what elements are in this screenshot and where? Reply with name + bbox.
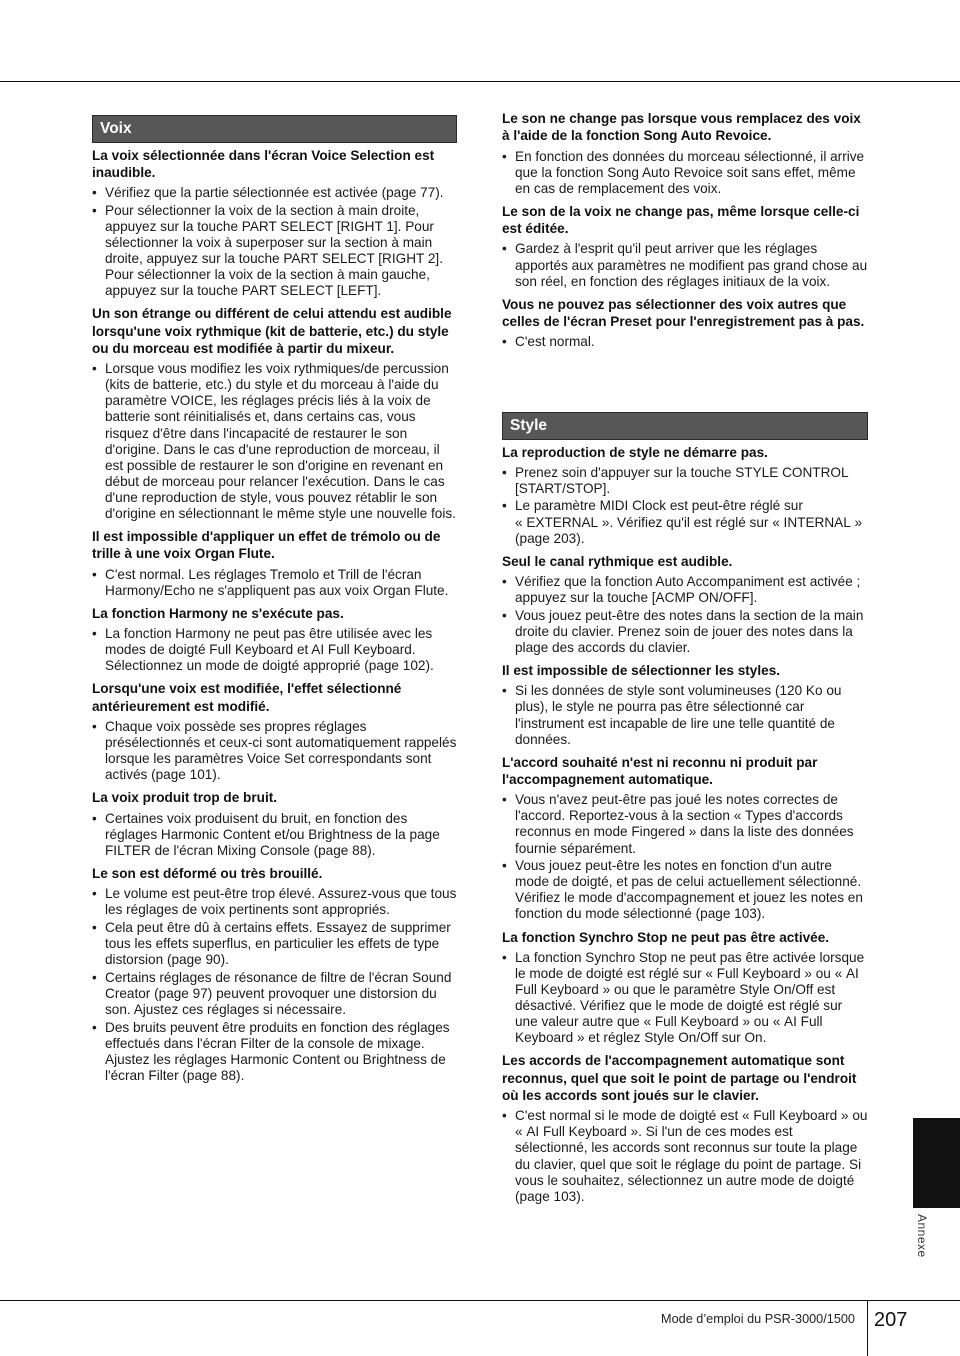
solution-bullet: • Si les données de style sont volumineuses (120 Ko ou plus), le style ne pourra pas être sélectionné car l'instrument est incapable de lire une telle quantité de données.	[502, 683, 868, 747]
left-column	[92, 115, 457, 1084]
problem-heading: Le son de la voix ne change pas, même lorsque celle-ci est éditée.	[502, 203, 860, 237]
problem-heading: Seul le canal rythmique est audible.	[502, 553, 733, 569]
right-column-style	[502, 412, 868, 1205]
problem-heading: Un son étrange ou différent de celui attendu est audible lorsqu'une voix rythmique (kit de batterie, etc.) du style ou du morceau est modifiée à partir du mixeur.	[92, 306, 452, 356]
solution-list	[92, 185, 457, 299]
solution-bullet: • Pour sélectionner la voix de la section à main droite, appuyez sur la touche PART SELECT [RIGHT 1]. Pour sélectionner la voix à superposer sur la section à main droite, appuyez sur la touche PART SELECT [RIGHT 2]. Pour sélectionner la voix de la section à main gauche, appuyez sur la touche PART SELECT [LEFT].	[92, 203, 457, 300]
faq-item	[502, 444, 868, 547]
problem-heading: Vous ne pouvez pas sélectionner des voix autres que celles de l'écran Preset pour l'enregistrement pas à pas.	[502, 296, 865, 330]
faq-item	[502, 553, 868, 656]
faq-item	[92, 789, 457, 859]
solution-bullet: • Vérifiez que la fonction Auto Accompaniment est activée ; appuyez sur la touche [ACMP ON/OFF].	[502, 574, 868, 606]
solution-list	[92, 361, 457, 522]
solution-list	[92, 719, 457, 783]
problem-heading: Le son est déformé ou très brouillé.	[92, 865, 323, 881]
solution-bullet: • Le volume est peut-être trop élevé. Assurez-vous que tous les réglages de voix pertinents sont appropriés.	[92, 886, 457, 918]
solution-bullet: • Vous jouez peut-être des notes dans la section de la main droite du clavier. Prenez soin de jouer des notes dans la plage des accords du clavier.	[502, 608, 868, 656]
top-rule	[0, 81, 960, 82]
faq-item	[502, 203, 868, 290]
solution-bullet: • Gardez à l'esprit qu'il peut arriver que les réglages apportés aux paramètres ne modifient pas grand chose au son réel, en fonction des réglages initiaux de la voix.	[502, 241, 868, 289]
solution-bullet: • Le paramètre MIDI Clock est peut-être réglé sur « EXTERNAL ». Vérifiez qu'il est réglé sur « INTERNAL » (page 203).	[502, 498, 868, 546]
solution-list	[92, 626, 457, 674]
faq-item	[502, 929, 868, 1047]
solution-bullet: • C'est normal. Les réglages Tremolo et Trill de l'écran Harmony/Echo ne s'appliquent pas aux voix Organ Flute.	[92, 567, 457, 599]
solution-bullet: • Chaque voix possède ses propres réglages présélectionnés et ceux-ci sont automatiquement rappelés lorsque les paramètres Voice Set correspondants sont activés (page 101).	[92, 719, 457, 783]
right-column-voix-continued	[502, 110, 868, 350]
solution-bullet: • Prenez soin d'appuyer sur la touche STYLE CONTROL [START/STOP].	[502, 465, 868, 497]
solution-bullet: • La fonction Harmony ne peut pas être utilisée avec les modes de doigté Full Keyboard et AI Full Keyboard. Sélectionnez un mode de doigté approprié (page 102).	[92, 626, 457, 674]
problem-heading: La fonction Harmony ne s'exécute pas.	[92, 605, 344, 621]
footer-rule	[0, 1300, 960, 1301]
faq-item	[502, 662, 868, 748]
problem-heading: Il est impossible de sélectionner les styles.	[502, 663, 781, 679]
solution-list	[502, 683, 868, 747]
solution-bullet: • Certaines voix produisent du bruit, en fonction des réglages Harmonic Content et/ou Brightness de la page FILTER de l'écran Mixing Console (page 88).	[92, 811, 457, 859]
solution-list	[92, 567, 457, 599]
problem-heading: Il est impossible d'appliquer un effet de trémolo ou de trille à une voix Organ Flute.	[92, 529, 441, 562]
solution-list	[502, 574, 868, 656]
solution-bullet: • Vous jouez peut-être les notes en fonction d'un autre mode de doigté, et pas de celui actuellement sélectionné. Vérifiez le mode d'accompagnement et jouez les notes en fonction du mode sélectionné (page 103).	[502, 858, 868, 922]
problem-heading: La fonction Synchro Stop ne peut pas être activée.	[502, 929, 830, 945]
faq-item	[92, 528, 457, 599]
solution-list	[92, 811, 457, 859]
faq-item	[92, 680, 457, 783]
solution-bullet: • Vous n'avez peut-être pas joué les notes correctes de l'accord. Reportez-vous à la section « Types d'accords reconnus en mode Fingered » dans la liste des données fournie séparément.	[502, 792, 868, 856]
solution-bullet: • Certains réglages de résonance de filtre de l'écran Sound Creator (page 97) peuvent provoquer une distorsion du son. Ajustez ces réglages si nécessaire.	[92, 970, 457, 1018]
solution-list	[502, 465, 868, 547]
footer-divider	[867, 1300, 868, 1356]
faq-item	[92, 147, 457, 300]
faq-item	[502, 754, 868, 923]
problem-heading: L'accord souhaité n'est ni reconnu ni produit par l'accompagnement automatique.	[502, 754, 818, 787]
problem-heading: Lorsqu'une voix est modifiée, l'effet sélectionné antérieurement est modifié.	[92, 681, 402, 714]
solution-list	[502, 950, 868, 1047]
section-header-voix: Voix	[92, 115, 457, 143]
problem-heading: La voix produit trop de bruit.	[92, 790, 278, 806]
faq-item	[92, 865, 457, 1084]
solution-bullet: • Vérifiez que la partie sélectionnée est activée (page 77).	[92, 185, 457, 201]
solution-list	[502, 1108, 868, 1205]
problem-heading: Le son ne change pas lorsque vous remplacez des voix à l'aide de la fonction Song Auto Revoice.	[502, 111, 861, 144]
section-header-style: Style	[502, 412, 868, 440]
solution-bullet: • C'est normal.	[502, 334, 868, 350]
solution-list	[502, 334, 868, 350]
solution-list	[502, 149, 868, 197]
problem-heading: Les accords de l'accompagnement automatique sont reconnus, quel que soit le point de partage ou l'endroit où les accords sont joués sur le clavier.	[502, 1053, 857, 1103]
solution-list	[502, 792, 868, 922]
faq-item	[502, 296, 868, 351]
solution-bullet: • La fonction Synchro Stop ne peut pas être activée lorsque le mode de doigté est réglé sur « Full Keyboard » ou « AI Full Keyboard » ou que le paramètre Style On/Off est désactivé. Vérifiez que le mode de doigté est réglé sur une valeur autre que « Full Keyboard » ou « AI Full Keyboard » et réglez Style On/Off sur On.	[502, 950, 868, 1047]
problem-heading: La reproduction de style ne démarre pas.	[502, 444, 768, 460]
page-number: 207	[874, 1309, 908, 1331]
chapter-thumb-tab	[913, 1118, 960, 1208]
footer-manual-title: Mode d’emploi du PSR-3000/1500	[661, 1312, 855, 1326]
faq-item	[92, 305, 457, 522]
faq-item	[502, 110, 868, 197]
solution-bullet: • Des bruits peuvent être produits en fonction des réglages effectués dans l'écran Filter de la console de mixage. Ajustez les réglages Harmonic Content ou Brightness de l'écran Filter (page 88).	[92, 1020, 457, 1084]
solution-bullet: • C'est normal si le mode de doigté est « Full Keyboard » ou « AI Full Keyboard ». Si l'un de ces modes est sélectionné, les accords sont reconnus sur toute la plage du clavier, quel que soit le réglage du point de partage. Si vous le souhaitez, sélectionnez un autre mode de doigté (page 103).	[502, 1108, 868, 1205]
solution-bullet: • En fonction des données du morceau sélectionné, il arrive que la fonction Song Auto Revoice soit sans effet, même en cas de remplacement des voix.	[502, 149, 868, 197]
faq-item	[502, 1052, 868, 1204]
solution-list	[92, 886, 457, 1084]
faq-item	[92, 605, 457, 675]
solution-list	[502, 241, 868, 289]
solution-bullet: • Lorsque vous modifiez les voix rythmiques/de percussion (kits de batterie, etc.) du style et du morceau à l'aide du paramètre VOICE, les réglages précis liés à la voix de batterie sont réinitialisés et, dans certains cas, vous risquez d'être dans l'incapacité de restaurer le son d'origine. Dans le cas d'une reproduction de morceau, il est possible de restaurer le son d'origine en revenant en début de morceau pour relancer l'exécution. Dans le cas d'une reproduction de style, vous pouvez rétablir le son d'origine en sélectionnant le même style une nouvelle fois.	[92, 361, 457, 522]
problem-heading: La voix sélectionnée dans l'écran Voice Selection est inaudible.	[92, 147, 435, 180]
chapter-tab-label: Annexe	[915, 1214, 929, 1258]
solution-bullet: • Cela peut être dû à certains effets. Essayez de supprimer tous les effets superflus, en particulier les effets de type distorsion (page 90).	[92, 920, 457, 968]
